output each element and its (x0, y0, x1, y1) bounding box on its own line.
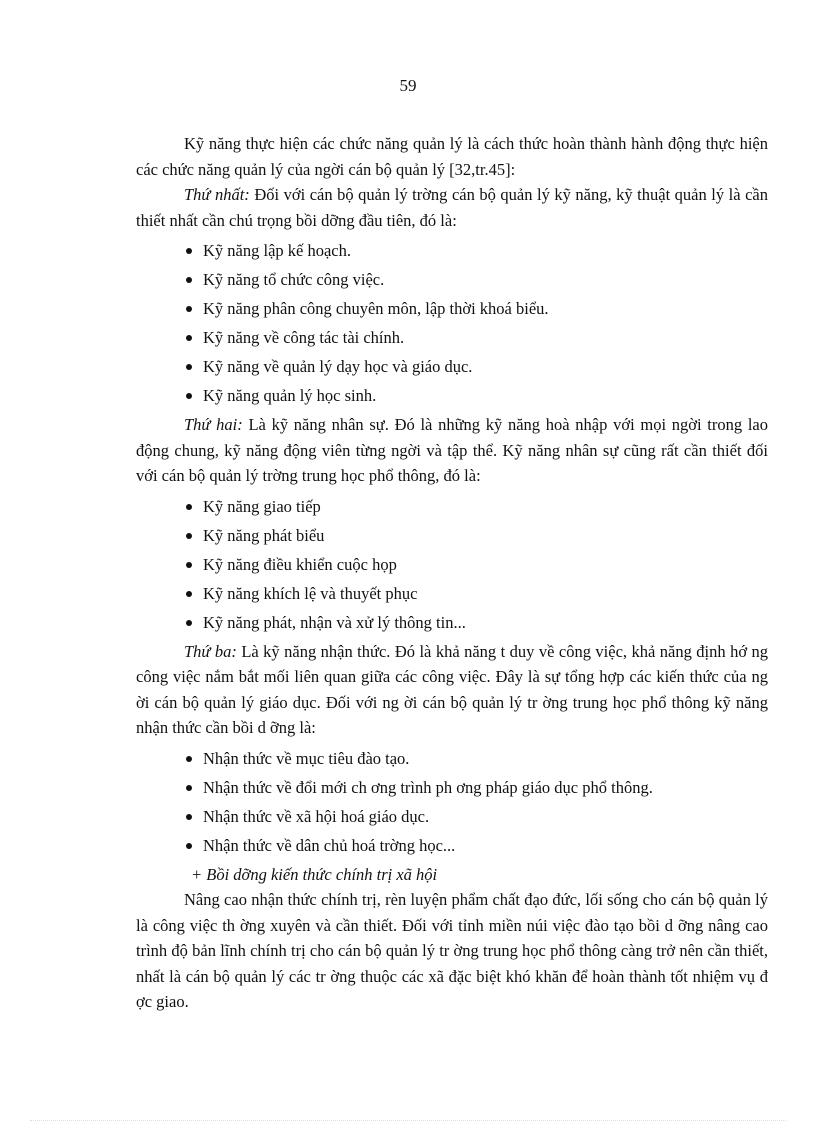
list-item: Kỹ năng điều khiển cuộc họp (136, 550, 768, 579)
bullet-icon (186, 785, 192, 791)
bullet-icon (186, 562, 192, 568)
list-item: Kỹ năng khích lệ và thuyết phục (136, 579, 768, 608)
first-text: Đối với cán bộ quản lý trờng cán bộ quản lý kỹ năng, kỹ thuật quản lý là cần thiết nhất cần chú trọng bồi dỡng đầu tiên, đó là: (136, 185, 768, 230)
bullet-icon (186, 620, 192, 626)
bullet-icon (186, 277, 192, 283)
bullet-icon (186, 843, 192, 849)
list-item: Kỹ năng về quản lý dạy học và giáo dục. (136, 352, 768, 381)
bullet-icon (186, 756, 192, 762)
list-item: Kỹ năng tổ chức công việc. (136, 265, 768, 294)
list-item: Kỹ năng phát biểu (136, 521, 768, 550)
third-paragraph (136, 639, 768, 741)
first-lead: Thứ nhất: (184, 185, 250, 204)
bullet-icon (186, 504, 192, 510)
list-item: Nhận thức về dân chủ hoá trờng học... (136, 831, 768, 860)
document-body (136, 131, 768, 1015)
section-subheading: + Bồi dỡng kiến thức chính trị xã hội (191, 864, 438, 884)
second-paragraph (136, 412, 768, 489)
third-lead: Thứ ba: (184, 641, 237, 661)
list-item: Kỹ năng lập kế hoạch. (136, 236, 768, 265)
list-item: Nhận thức về mục tiêu đào tạo. (136, 744, 768, 773)
list-item: Nhận thức về đổi mới ch ơng trình ph ơng pháp giáo dục phổ thông. (136, 773, 768, 802)
intro-paragraph: Kỹ năng thực hiện các chức năng quản lý là cách thức hoàn thành hành động thực hiện các chức năng quản lý của ngời cán bộ quản lý [32,tr.45]: (136, 134, 768, 179)
bullet-icon (186, 591, 192, 597)
list-item: Kỹ năng giao tiếp (136, 492, 768, 521)
list-item: Kỹ năng phân công chuyên môn, lập thời khoá biểu. (136, 294, 768, 323)
political-paragraph: Nâng cao nhận thức chính trị, rèn luyện phẩm chất đạo đức, lối sống cho cán bộ quản lý là công việc th ờng xuyên và cần thiết. Đối với tỉnh miền núi việc đào tạo bồi d ỡng nâng cao trình độ bản lĩnh chính trị cho cán bộ quản lý tr ờng trung học phổ thông càng trở nên cần thiết, nhất là cán bộ quản lý các tr ờng thuộc các xã đặc biệt khó khăn để hoàn thành tốt nhiệm vụ đ ợc giao. (136, 890, 768, 1011)
bullet-icon (186, 814, 192, 820)
third-skill-list (136, 744, 768, 860)
bullet-icon (186, 335, 192, 341)
bullet-icon (186, 248, 192, 254)
list-item: Nhận thức về xã hội hoá giáo dục. (136, 802, 768, 831)
second-skill-list (136, 492, 768, 637)
list-item: Kỹ năng về công tác tài chính. (136, 323, 768, 352)
list-item: Kỹ năng phát, nhận và xử lý thông tin... (136, 608, 768, 637)
third-text: Là kỹ năng nhận thức. Đó là khả năng t duy về công việc, khả năng định hớ ng công việc nắm bắt mối liên quan giữa các công việc. Đây là sự tổng hợp các kiến thức của ng ời cán bộ quản lý giáo dục. Đối với ng ời cán bộ quản lý tr ờng trung học phổ thông kỹ năng nhận thức cần bồi d ỡng là: (136, 641, 768, 737)
bullet-icon (186, 364, 192, 370)
first-skill-list (136, 236, 768, 410)
bullet-icon (186, 533, 192, 539)
first-paragraph (136, 182, 768, 233)
bullet-icon (186, 306, 192, 312)
second-lead: Thứ hai: (184, 415, 243, 434)
bullet-icon (186, 393, 192, 399)
list-item: Kỹ năng quản lý học sinh. (136, 381, 768, 410)
second-text: Là kỹ năng nhân sự. Đó là những kỹ năng hoà nhập với mọi ngời trong lao động chung, kỹ năng động viên từng ngời và tập thể. Kỹ năng nhân sự cũng rất cần thiết đối với cán bộ quản lý trờng trung học phổ thông, đó là: (136, 415, 768, 485)
page-number: 59 (399, 76, 417, 95)
footer-divider (30, 1120, 786, 1121)
